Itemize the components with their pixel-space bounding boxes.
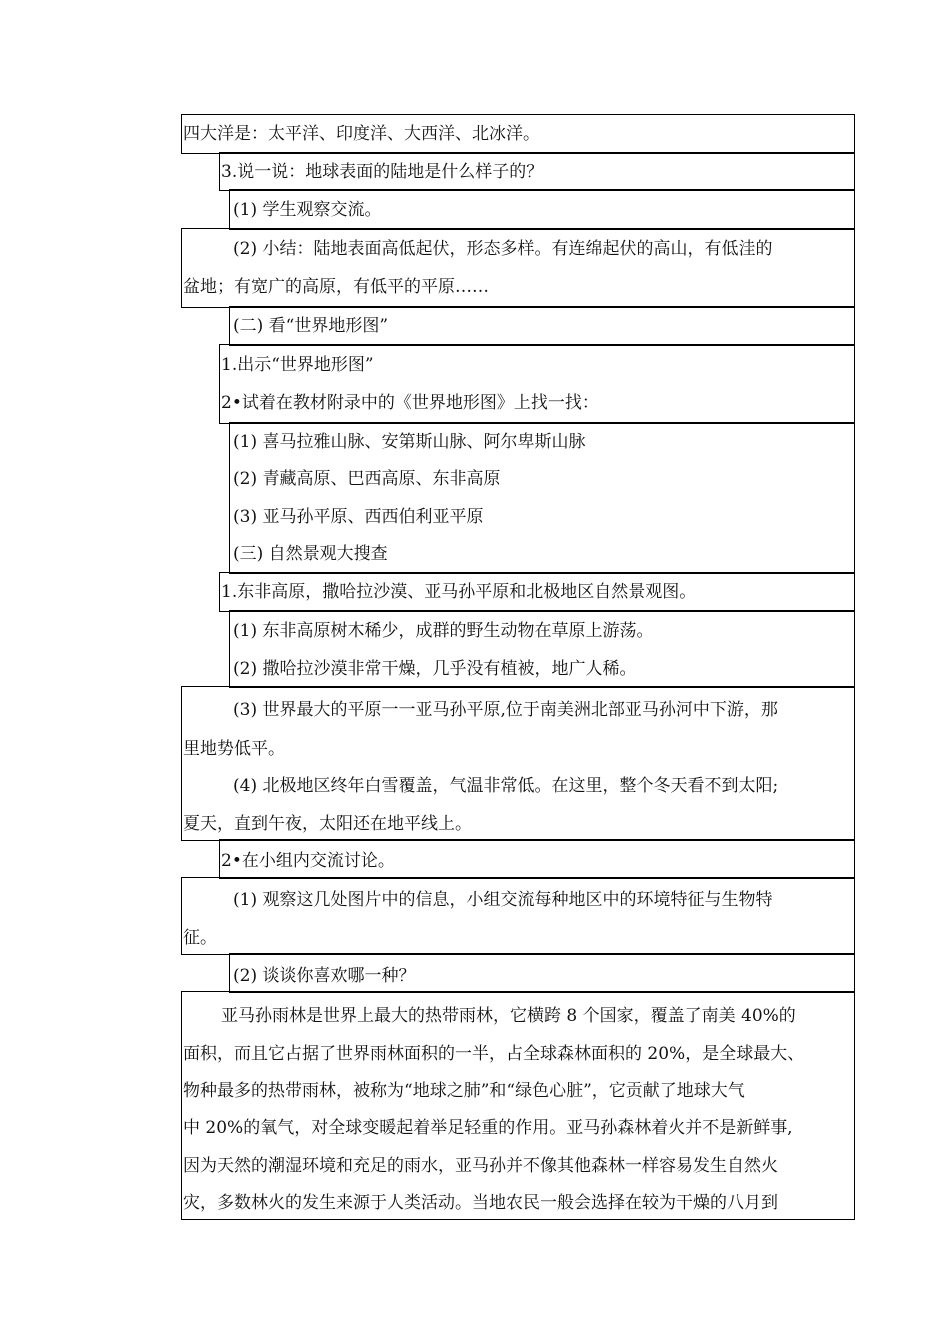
summary-text-1: (2) 小结：陆地表面高低起伏，形态多样。有连绵起伏的高山，有低洼的: [233, 239, 773, 259]
oceans-text: 四大洋是：太平洋、印度洋、大西洋、北冰洋。: [183, 124, 540, 144]
discuss-item-1-line-2: 征。: [183, 928, 217, 948]
observe-text: (1) 学生观察交流。: [233, 200, 382, 220]
block-discuss-1: [181, 877, 855, 955]
landscape-step-1: 1.东非高原，撒哈拉沙漠、亚马孙平原和北极地区自然景观图。: [221, 582, 697, 602]
discuss-step-2: 2•在小组内交流讨论。: [221, 851, 395, 871]
amazon-paragraph-line-2: 面积，而且它占据了世界雨林面积的一半，占全球森林面积的 20%，是全球最大、: [183, 1044, 805, 1064]
section-2-heading: (二) 看“世界地形图”: [233, 316, 389, 336]
summary-text-2: 盆地；有宽广的高原，有低平的平原……: [183, 277, 489, 297]
amazon-paragraph-line-3: 物种最多的热带雨林，被称为“地球之肺”和“绿色心脏”，它贡献了地球大气: [183, 1081, 745, 1101]
amazon-paragraph-line-1: 亚马孙雨林是世界上最大的热带雨林，它横跨 8 个国家，覆盖了南美 40%的: [221, 1006, 796, 1026]
landscape-item-1: (1) 东非高原树木稀少，成群的野生动物在草原上游荡。: [233, 621, 654, 641]
amazon-paragraph-line-5: 因为天然的潮湿环境和充足的雨水，亚马孙并不像其他森林一样容易发生自然火: [183, 1156, 778, 1176]
landscape-item-2: (2) 撒哈拉沙漠非常干燥，几乎没有植被，地广人稀。: [233, 659, 637, 679]
map-step-2: 2•试着在教材附录中的《世界地形图》上找一找：: [221, 393, 599, 413]
map-item-2: (2) 青藏高原、巴西高原、东非高原: [233, 469, 501, 489]
landscape-item-4-line-1: (4) 北极地区终年白雪覆盖，气温非常低。在这里，整个冬天看不到太阳;: [233, 776, 779, 796]
discuss-item-1-line-1: (1) 观察这几处图片中的信息，小组交流每种地区中的环境特征与生物特: [233, 890, 773, 910]
map-item-3: (3) 亚马孙平原、西西伯利亚平原: [233, 507, 484, 527]
discuss-item-2: (2) 谈谈你喜欢哪一种？: [233, 966, 416, 986]
amazon-paragraph-line-4: 中 20%的氧气，对全球变暖起着举足轻重的作用。亚马孙森林着火并不是新鲜事,: [183, 1118, 793, 1138]
question-3-text: 3.说一说：地球表面的陆地是什么样子的？: [221, 162, 544, 182]
map-step-1: 1.出示“世界地形图”: [221, 355, 374, 375]
landscape-item-4-line-2: 夏天，直到午夜，太阳还在地平线上。: [183, 814, 472, 834]
map-item-1: (1) 喜马拉雅山脉、安第斯山脉、阿尔卑斯山脉: [233, 432, 586, 452]
section-3-heading: (三) 自然景观大搜查: [233, 544, 388, 564]
landscape-item-3-line-2: 里地势低平。: [183, 739, 285, 759]
amazon-paragraph-line-6: 灾，多数林火的发生来源于人类活动。当地农民一般会选择在较为干燥的八月到: [183, 1193, 778, 1213]
landscape-item-3-line-1: (3) 世界最大的平原一一亚马孙平原,位于南美洲北部亚马孙河中下游，那: [233, 700, 778, 720]
